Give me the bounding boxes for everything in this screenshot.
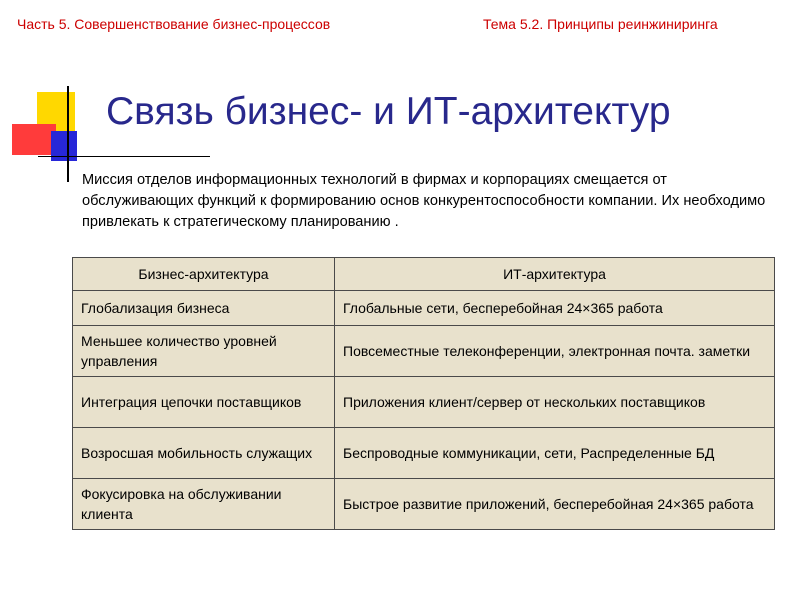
horizontal-rule xyxy=(38,156,210,157)
business-cell: Возросшая мобильность служащих xyxy=(73,428,335,479)
table-row xyxy=(73,428,775,479)
it-cell: Беспроводные коммуникации, сети, Распределенные БД xyxy=(335,428,775,479)
it-cell: Глобальные сети, бесперебойная 24×365 работа xyxy=(335,291,775,326)
table-row xyxy=(73,377,775,428)
intro-paragraph: Миссия отделов информационных технологий в фирмах и корпорациях смещается от обслуживающих функций к формированию основ конкурентоспособности компании. Их необходимо привлекать к стратегическому планированию . xyxy=(82,172,766,230)
it-cell: Повсеместные телеконференции, электронная почта. заметки xyxy=(335,326,775,377)
table-header-row xyxy=(73,258,775,291)
it-cell: Приложения клиент/сервер от нескольких поставщиков xyxy=(335,377,775,428)
header-business-architecture: Бизнес-архитектура xyxy=(73,258,335,291)
topic-header: Тема 5.2. Принципы реинжиниринга xyxy=(483,16,718,32)
business-cell: Интеграция цепочки поставщиков xyxy=(73,377,335,428)
business-cell: Глобализация бизнеса xyxy=(73,291,335,326)
table-row xyxy=(73,291,775,326)
section-header: Часть 5. Совершенствование бизнес-процессов xyxy=(17,16,331,32)
business-cell: Меньшее количество уровней управления xyxy=(73,326,335,377)
table-row xyxy=(73,479,775,530)
table-row xyxy=(73,326,775,377)
vertical-rule xyxy=(67,86,69,182)
red-square xyxy=(12,124,56,155)
it-cell: Быстрое развитие приложений, бесперебойная 24×365 работа xyxy=(335,479,775,530)
slide-title: Связь бизнес- и ИТ-архитектур xyxy=(106,90,671,133)
architecture-table xyxy=(72,257,775,530)
header-it-architecture: ИТ-архитектура xyxy=(335,258,775,291)
business-cell: Фокусировка на обслуживании клиента xyxy=(73,479,335,530)
